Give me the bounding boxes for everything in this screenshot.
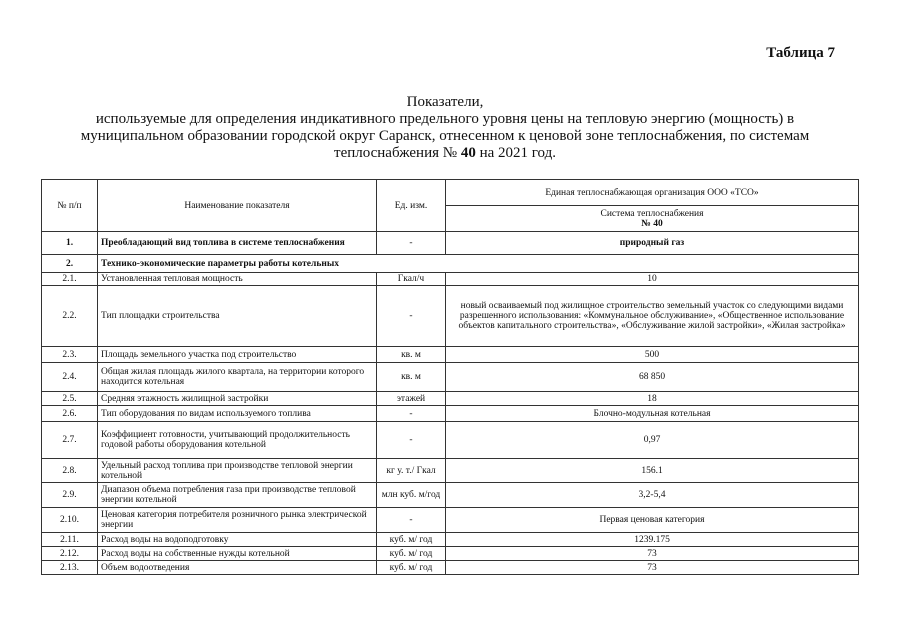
header-unit: Ед. изм. [377,180,446,232]
row-num: 2.7. [42,422,98,459]
row-value: Первая ценовая категория [446,508,859,533]
row-name: Преобладающий вид топлива в системе теплоснабжения [98,232,377,255]
header-system-number: № 40 [641,218,663,229]
row-num: 2.2. [42,286,98,347]
row-num: 1. [42,232,98,255]
table-row [42,273,859,286]
row-num: 2.13. [42,561,98,575]
table-number: Таблица 7 [766,45,835,61]
table-row [42,392,859,406]
row-name: Объем водоотведения [98,561,377,575]
row-value: Блочно-модульная котельная [446,406,859,422]
table-row [42,286,859,347]
row-num: 2.12. [42,547,98,561]
row-value: природный газ [446,232,859,255]
row-unit: кв. м [377,347,446,363]
header-num: № п/п [42,180,98,232]
table-row [42,347,859,363]
row-name: Тип оборудования по видам используемого топлива [98,406,377,422]
row-value: 500 [446,347,859,363]
row-unit: - [377,232,446,255]
row-num: 2.5. [42,392,98,406]
row-value: 18 [446,392,859,406]
title-line-1: Показатели, [406,94,484,110]
title-line-4-pre: теплоснабжения № [334,145,458,161]
table-row [42,483,859,508]
header-name: Наименование показателя [98,180,377,232]
row-name: Площадь земельного участка под строительство [98,347,377,363]
table-row [42,232,859,255]
title-system-number: 40 [460,145,476,161]
table-row [42,459,859,483]
row-name: Ценовая категория потребителя розничного рынка электрической энергии [98,508,377,533]
row-unit: кг у. т./ Гкал [377,459,446,483]
row-num: 2.11. [42,533,98,547]
row-unit: млн куб. м/год [377,483,446,508]
title-line-4 [40,145,850,162]
row-num: 2.3. [42,347,98,363]
row-value: 3,2-5,4 [446,483,859,508]
row-name: Технико-экономические параметры работы котельных [98,255,859,273]
table-row [42,508,859,533]
table-row [42,255,859,273]
row-num: 2.8. [42,459,98,483]
row-unit: - [377,406,446,422]
row-name: Коэффициент готовности, учитывающий продолжительность годовой работы оборудования котельной [98,422,377,459]
row-num: 2.4. [42,363,98,392]
row-unit: куб. м/ год [377,547,446,561]
table-row [42,422,859,459]
row-num: 2.10. [42,508,98,533]
indicators-table [41,179,859,575]
table-row [42,561,859,575]
row-unit: куб. м/ год [377,533,446,547]
row-unit: этажей [377,392,446,406]
header-organization: Единая теплоснабжающая организация ООО «ТСО» [446,180,859,206]
row-value: 68 850 [446,363,859,392]
row-value: 73 [446,561,859,575]
row-num: 2.6. [42,406,98,422]
header-row [42,180,859,206]
document-heading [40,94,850,162]
row-name: Установленная тепловая мощность [98,273,377,286]
row-unit: кв. м [377,363,446,392]
row-value: 1239.175 [446,533,859,547]
title-line-3: муниципальном образовании городской округ Саранск, отнесенном к ценовой зоне теплоснабжения, по системам [80,128,810,144]
table-row [42,363,859,392]
row-unit: куб. м/ год [377,561,446,575]
row-unit: - [377,286,446,347]
row-name: Тип площадки строительства [98,286,377,347]
header-system [446,206,859,232]
row-name: Удельный расход топлива при производстве тепловой энергии котельной [98,459,377,483]
row-name: Расход воды на собственные нужды котельной [98,547,377,561]
row-num: 2.1. [42,273,98,286]
table-row [42,533,859,547]
row-name: Расход воды на водоподготовку [98,533,377,547]
table-row [42,406,859,422]
row-name: Средняя этажность жилищной застройки [98,392,377,406]
row-unit: - [377,422,446,459]
row-num: 2.9. [42,483,98,508]
row-name: Общая жилая площадь жилого квартала, на территории которого находится котельная [98,363,377,392]
row-value: новый осваиваемый под жилищное строительство земельный участок со следующими видами разрешенного использования: «Коммунальное обслуживание», «Общественное использование объектов капитального строительства», «Обслуживание жилой застройки», «Жилая застройка» [446,286,859,347]
row-value: 156.1 [446,459,859,483]
title-line-4-post: на 2021 год. [479,145,556,161]
table-row [42,547,859,561]
header-system-label: Система теплоснабжения [600,208,704,219]
title-line-2: используемые для определения индикативного предельного уровня цены на тепловую энергию (мощность) в [95,111,795,127]
row-value: 0,97 [446,422,859,459]
row-value: 73 [446,547,859,561]
row-value: 10 [446,273,859,286]
row-unit: - [377,508,446,533]
row-name: Диапазон объема потребления газа при производстве тепловой энергии котельной [98,483,377,508]
row-unit: Гкал/ч [377,273,446,286]
row-num: 2. [42,255,98,273]
